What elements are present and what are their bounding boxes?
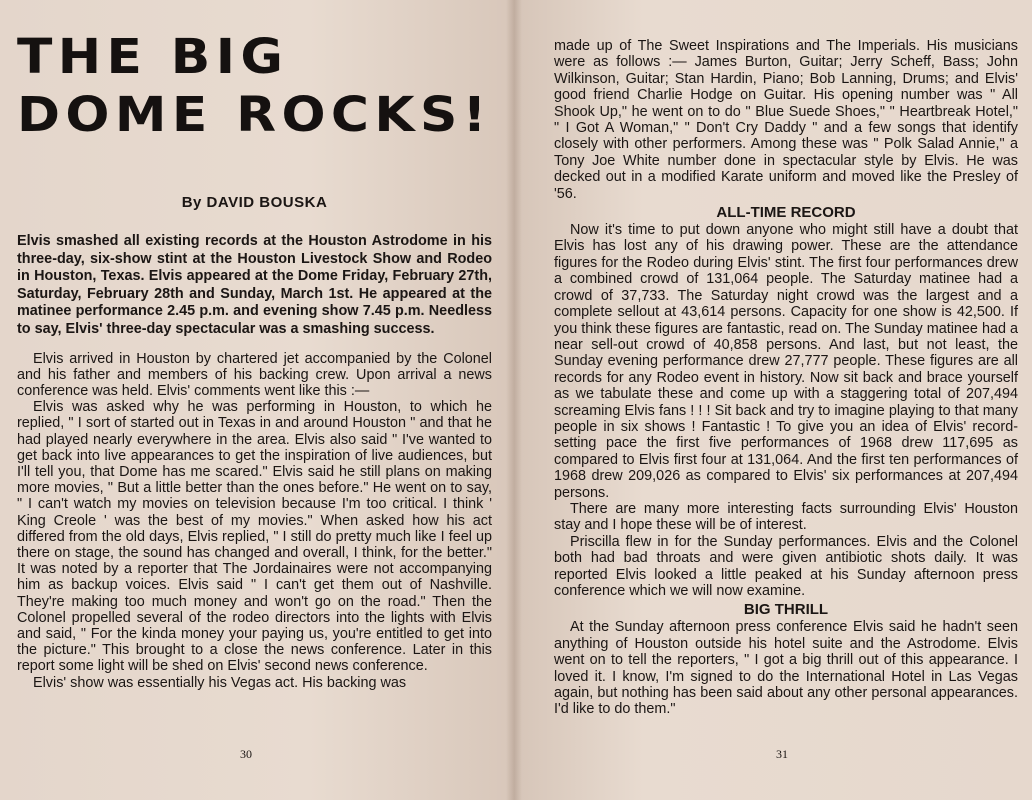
body-paragraph: Elvis arrived in Houston by chartered jet accompanied by the Colonel and his father and members of his backing crew. Upon arrival a news conference was held. Elvis' comments went like this :— [17,350,492,399]
left-page [0,0,514,800]
body-paragraph: Now it's time to put down anyone who might still have a doubt that Elvis has lost any of his drawing power. These are the attendance figures for the Rodeo during Elvis' stint. The first four performances drew a combined crowd of 131,064 people. The Saturday matinee had a crowd of 37,733. The Saturday night crowd was the largest and a complete sellout at 43,614 persons. Capacity for one show is 42,500. If you think these figures are fantastic, read on. The Sunday matinee had a near sell-out crowd of 40,858 persons. And last, but not least, the Sunday evening performance drew 27,777 people. These figures are all records for any Rodeo event in history. Now sit back and brace yourself as we tabulate these and come up with a staggering total of 207,494 screaming Elvis fans ! ! ! Sit back and try to imagine playing to that many people in six shows ! Fantastic ! To give you an idea of Elvis' record-setting pace the first five performances of 1968 drew 117,695 as compared to Elvis first four at 131,064. And the first ten performances of 1968 drew 209,026 as compared to Elvis' six performances at 207,494 persons. [554,222,1018,501]
binding-gutter [506,0,522,800]
body-paragraph: Priscilla flew in for the Sunday performances. Elvis and the Colonel both had bad throats and were given antibiotic shots daily. It was reported Elvis looked a little peaked at his Sunday afternoon press conference which we will now examine. [554,533,1018,599]
article-title [17,28,530,144]
body-paragraph: At the Sunday afternoon press conference Elvis said he hadn't seen anything of Houston outside his hotel suite and the Astrodome. Elvis went on to tell the reporters, " I got a big thrill out of this appearance. I loved it. I know, I'm signed to do the International Hotel in Las Vegas again, but nothing has been said about any other personal appearances. I'd like to do them." [554,619,1018,718]
title-line-2: DOME ROCKS! [17,87,492,143]
byline: By DAVID BOUSKA [181,194,328,211]
body-paragraph: Elvis' show was essentially his Vegas act. His backing was [33,674,407,691]
page-number: 31 [776,747,788,761]
title-line-1: THE BIG [17,29,289,85]
body-paragraph: Elvis was asked why he was performing in Houston, to which he replied, " I sort of started out in Texas in and around Houston " and that he had played nearly everywhere in the area. Elvis also said " I've wanted to get back into live appearances to get the inspiration of live audiences, but I'll tell you, that Dome has me scared." Elvis said he still plans on making more movies, " But a little better than the ones before." He went on to say, " I can't watch my movies on television because I'm too critical. I think ' King Creole ' was the best of my movies." When asked how his act differed from the old days, Elvis replied, " I still do pretty much like I feel up there on stage, the sound has changed and overall, I think, for the better." It was noted by a reporter that The Jordainaires were not accompanying him as backup voices. Elvis said " I can't get them out of Nashville. They're making too much money and won't go on the road." Then the Colonel propelled several of the rodeo directors into the lights with Elvis and said, " For the kinda money your paying us, you're entitled to get into the picture." This brought to a close the news conference. Later in this report some light will be shed on Elvis' second news conference. [17,399,492,675]
right-page [514,0,1032,800]
body-paragraph: There are many more interesting facts surrounding Elvis' Houston stay and I hope these will be of interest. [554,500,1018,534]
subhead-all-time-record: ALL-TIME RECORD [716,204,856,222]
lead-paragraph: Elvis smashed all existing records at the Houston Astrodome in his three-day, six-show stint at the Houston Livestock Show and Rodeo in Houston, Texas. Elvis appeared at the Dome Friday, February 27th, Saturday, February 28th and Sunday, March 1st. He appeared at the matinee performance 2.45 p.m. and evening show 7.45 p.m. Needless to say, Elvis' three-day spectacular was a smashing success. [17,233,492,337]
subhead-big-thrill: BIG THRILL [743,601,829,619]
continued-paragraph: made up of The Sweet Inspirations and The Imperials. His musicians were as follows :— James Burton, Guitar; Jerry Scheff, Bass; John Wilkinson, Guitar; Stan Hardin, Piano; Bob Lanning, Drums; and Elvis' good friend Charlie Hodge on Guitar. His opening number was " All Shook Up," he went on to do " Blue Suede Shoes," " Heartbreak Hotel," " I Got A Woman," " Don't Cry Daddy " and a few songs that identify closely with other performers. Among these was " Polk Salad Annie," a Tony Joe White number done in spectacular style by Elvis. He was decked out in a modified Karate uniform and moved like the Presley of '56. [554,38,1018,202]
page-number: 30 [240,747,252,761]
